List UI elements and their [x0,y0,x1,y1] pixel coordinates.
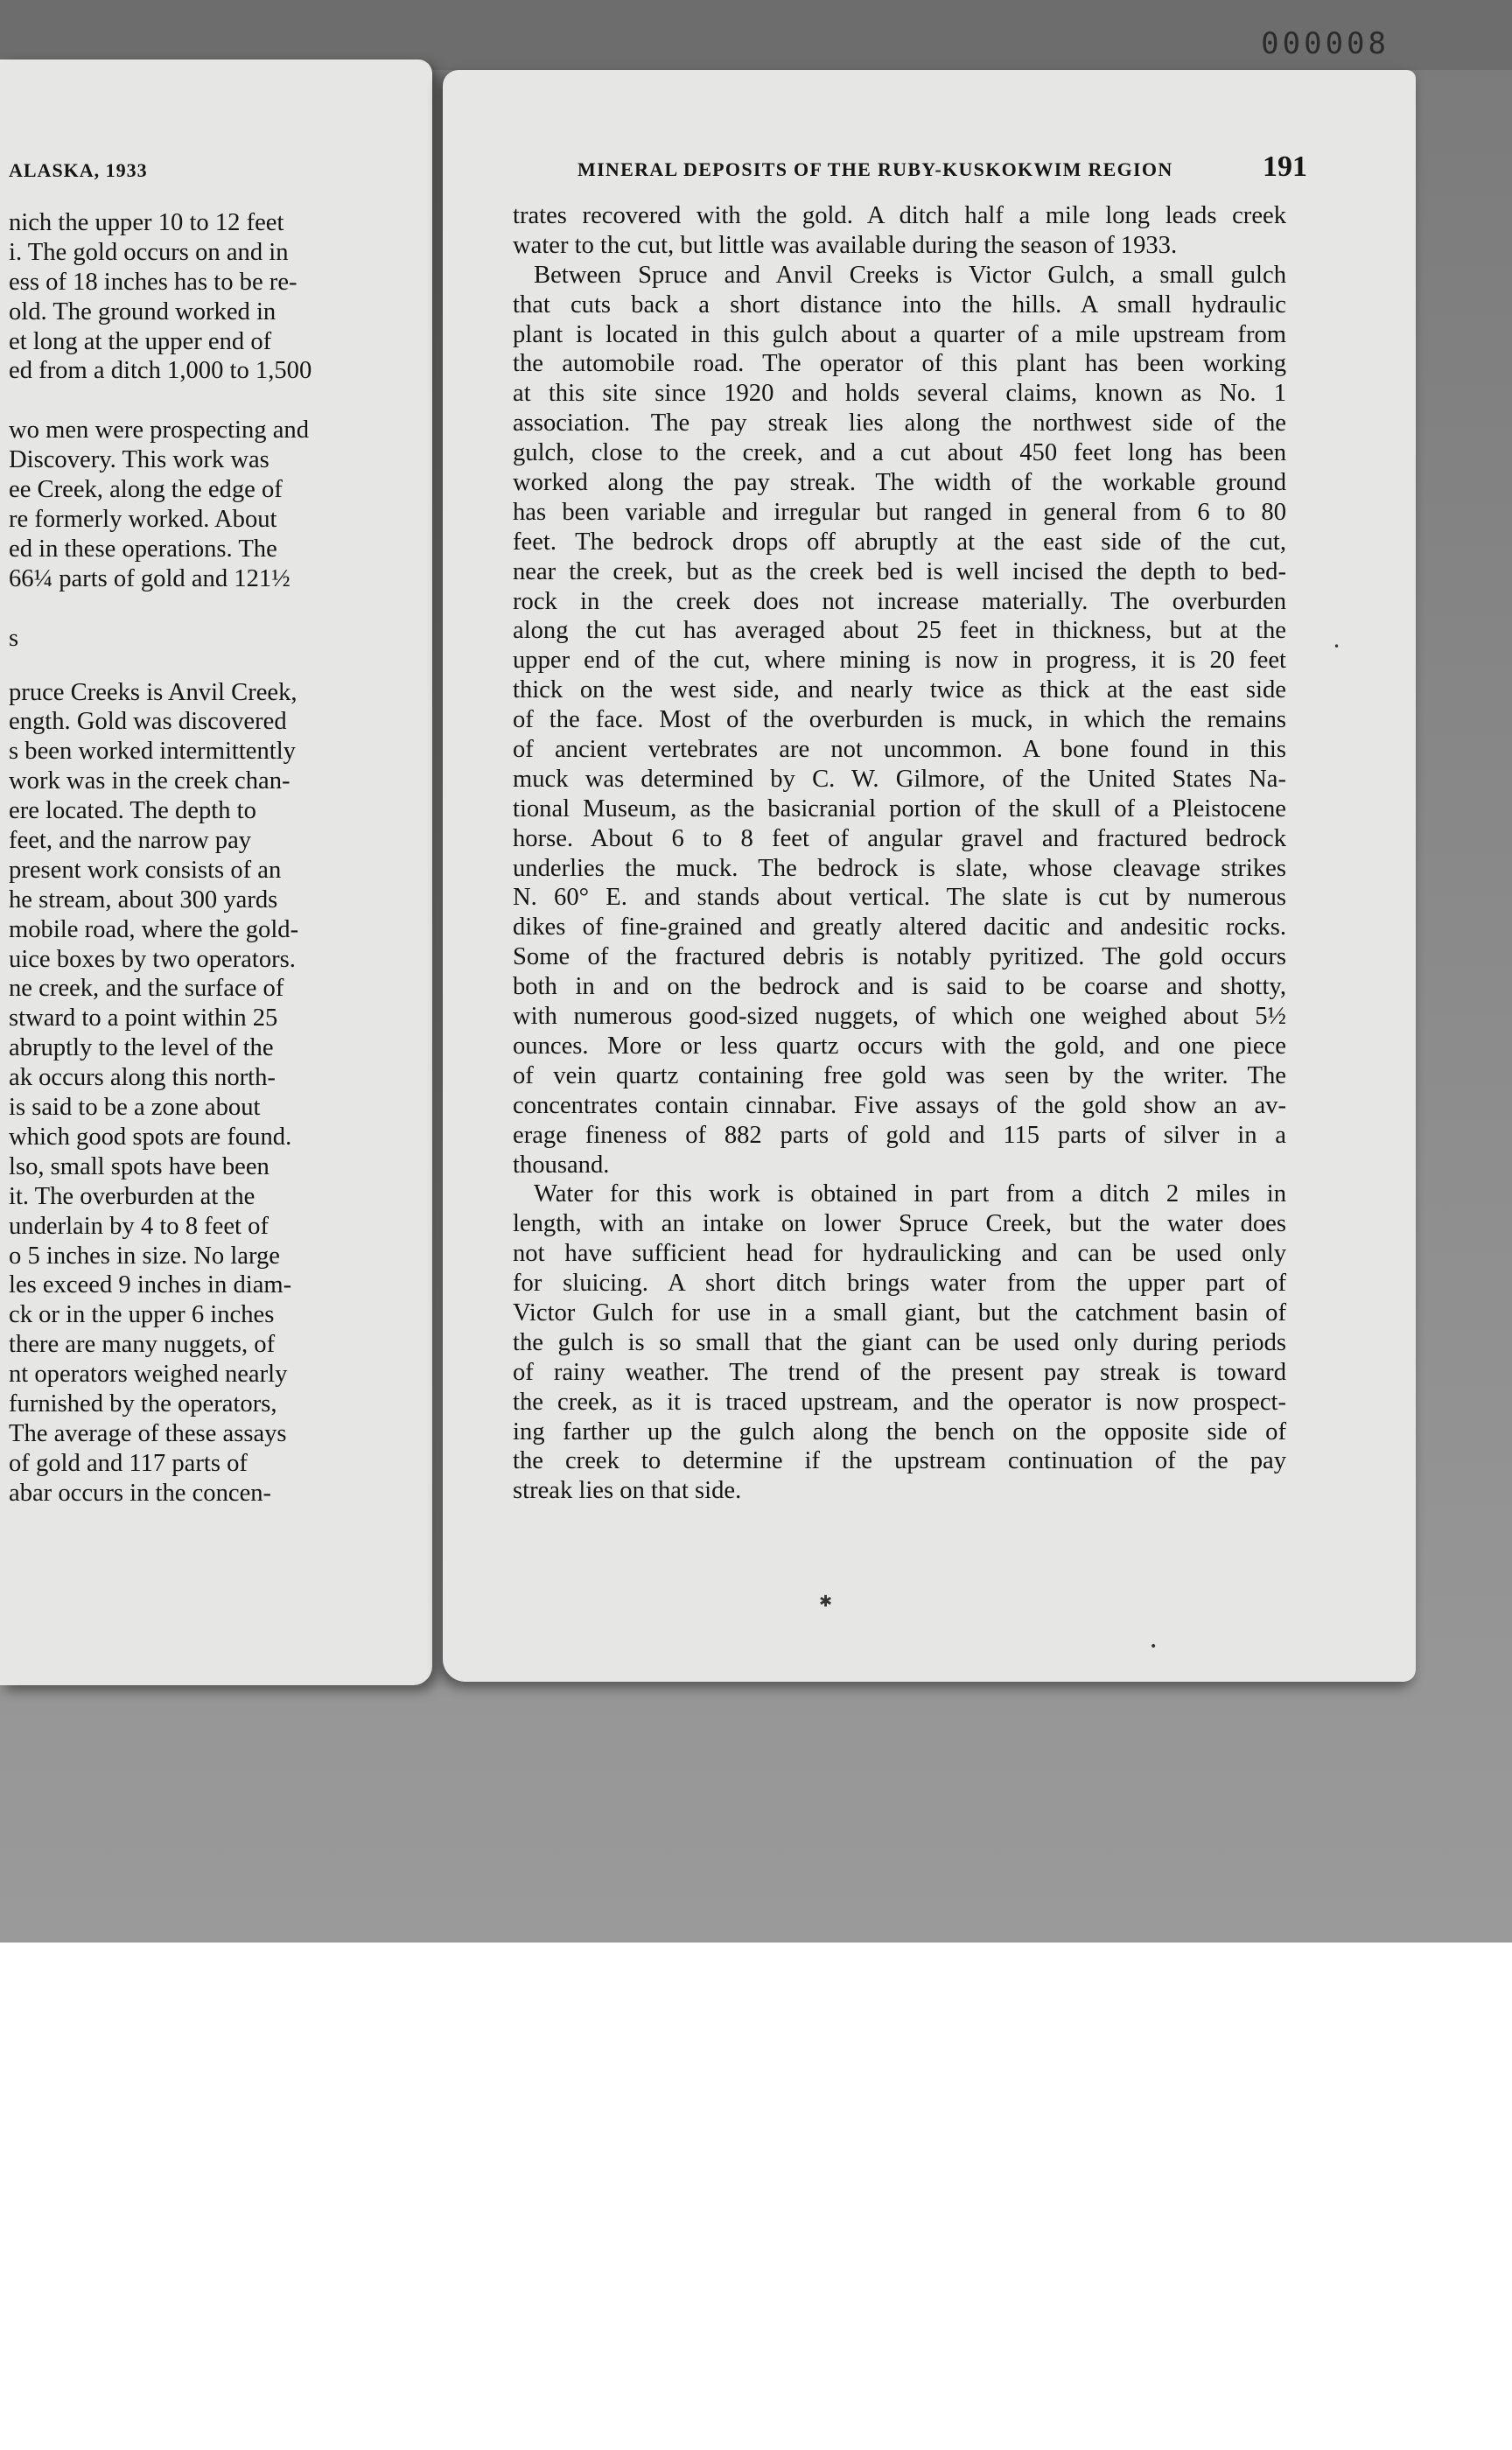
text-line: lso, small spots have been [9,1152,270,1180]
text-line: near the creek, but as the creek bed is well incised the depth to bed- [513,557,1286,585]
left-paragraph-3 [9,624,352,654]
paragraph-gap [9,386,352,416]
text-line: s [9,624,19,652]
text-line: o 5 inches in size. No large [9,1242,280,1270]
text-line: association. The pay streak lies along the northwest side of the [513,410,1286,438]
text-line: ee Creek, along the edge of [9,476,283,504]
ink-speck: ✱ [819,1592,833,1611]
text-line: of rainy weather. The trend of the present pay streak is toward [513,1358,1286,1386]
text-line: underlies the muck. The bedrock is slate, whose cleavage strikes [513,854,1286,882]
text-line: work was in the creek chan- [9,767,290,795]
text-line: concentrates contain cinnabar. Five assays of the gold show an av- [513,1091,1286,1119]
right-page [443,70,1416,1682]
text-line: ed in these operations. The [9,535,277,563]
text-line: the gulch is so small that the giant can be used only during periods [513,1328,1286,1356]
text-line: mobile road, where the gold- [9,915,299,943]
left-running-head: ALASKA, 1933 [9,159,148,181]
text-line: he stream, about 300 yards [9,886,278,914]
page-number: 191 [1263,150,1307,183]
text-line: the creek to determine if the upstream continuation of the pay [513,1447,1286,1475]
text-line: thick on the west side, and nearly twice as thick at the east side [513,676,1286,704]
text-line: ne creek, and the surface of [9,975,284,1003]
text-line: Victor Gulch for use in a small giant, but the catchment basin of [513,1298,1286,1326]
text-line: thousand. [513,1151,610,1179]
text-line: water to the cut, but little was available during the season of 1933. [513,231,1178,259]
text-line: of the face. Most of the overburden is muck, in which the remains [513,706,1286,734]
text-line: ak occurs along this north- [9,1064,276,1092]
text-line: ength. Gold was discovered [9,708,287,736]
text-line: at this site since 1920 and holds several claims, known as No. 1 [513,380,1286,408]
text-line: abar occurs in the concen- [9,1479,272,1507]
text-line: feet. The bedrock drops off abruptly at the east side of the cut, [513,528,1286,556]
text-line: horse. About 6 to 8 feet of angular gravel and fractured bedrock [513,824,1286,852]
text-line: has been variable and irregular but ranged in general from 6 to 80 [513,498,1286,526]
text-line: uice boxes by two operators. [9,945,296,973]
text-line: of vein quartz containing free gold was seen by the writer. The [513,1061,1286,1089]
text-line: re formerly worked. About [9,506,277,534]
text-line: ere located. The depth to [9,797,256,825]
ink-dot: • [1334,640,1340,653]
document-stamp-number: 000008 [1261,26,1390,61]
text-line: not have sufficient head for hydraulicking and can be used only [513,1240,1286,1268]
text-line: both in and on the bedrock and is said to be coarse and shotty, [513,973,1286,1001]
text-line: ess of 18 inches has to be re- [9,268,298,296]
text-line: ed from a ditch 1,000 to 1,500 [9,357,312,385]
right-text-block [513,201,1286,1506]
left-text-block [9,208,352,1508]
text-line: Discovery. This work was [9,446,270,474]
text-line: i. The gold occurs on and in [9,238,289,266]
text-line: abruptly to the level of the [9,1034,274,1062]
right-paragraph-2 [513,261,1286,1180]
text-line: nt operators weighed nearly [9,1361,288,1389]
text-line: s been worked intermittently [9,738,296,766]
text-line: ing farther up the gulch along the bench on the opposite side of [513,1418,1286,1446]
text-line: that cuts back a short distance into the hills. A small hydraulic [513,290,1286,318]
text-line: which good spots are found. [9,1123,292,1151]
text-line: gulch, close to the creek, and a cut about 450 feet long has been [513,439,1286,467]
text-line: erage fineness of 882 parts of gold and 115 parts of silver in a [513,1121,1286,1149]
text-line: it. The overburden at the [9,1182,256,1210]
text-line: present work consists of an [9,856,282,884]
text-line: furnished by the operators, [9,1390,277,1418]
text-line: pruce Creeks is Anvil Creek, [9,678,298,706]
text-line: upper end of the cut, where mining is now in progress, it is 20 feet [513,647,1286,675]
text-line: Between Spruce and Anvil Creeks is Victor Gulch, a small gulch [534,261,1286,289]
text-line: wo men were prospecting and [9,416,310,444]
text-line: with numerous good-sized nuggets, of which one weighed about 5½ [513,1003,1286,1031]
right-running-head: MINERAL DEPOSITS OF THE RUBY-KUSKOKWIM REGION [578,158,1173,180]
ink-dot: • [1150,1640,1158,1654]
text-line: et long at the upper end of [9,327,272,355]
text-line: worked along the pay streak. The width of the workable ground [513,469,1286,497]
text-line: Water for this work is obtained in part from a ditch 2 miles in [534,1180,1286,1208]
right-paragraph-3 [513,1180,1286,1506]
paragraph-gap [9,594,352,624]
text-line: trates recovered with the gold. A ditch half a mile long leads creek [513,202,1286,229]
text-line: old. The ground worked in [9,298,276,326]
text-line: along the cut has averaged about 25 feet in thickness, but at the [513,617,1286,645]
text-line: the automobile road. The operator of this plant has been working [513,350,1286,378]
text-line: the creek, as it is traced upstream, and the operator is now prospect- [513,1388,1286,1416]
text-line: ounces. More or less quartz occurs with the gold, and one piece [513,1032,1286,1060]
text-line: les exceed 9 inches in diam- [9,1271,292,1299]
text-line: of ancient vertebrates are not uncommon. A bone found in this [513,736,1286,764]
right-paragraph-1 [513,201,1286,261]
left-paragraph-4 [9,678,352,1508]
left-paragraph-1 [9,208,352,386]
text-line: dikes of fine-grained and greatly altered dacitic and andesitic rocks. [513,914,1286,942]
text-line: underlain by 4 to 8 feet of [9,1212,269,1240]
text-line: there are many nuggets, of [9,1331,276,1359]
text-line: ck or in the upper 6 inches [9,1301,275,1329]
left-paragraph-2 [9,416,352,593]
text-line: stward to a point within 25 [9,1004,278,1032]
text-line: 66¼ parts of gold and 121½ [9,564,290,592]
text-line: tional Museum, as the basicranial portion of the skull of a Pleistocene [513,794,1286,822]
text-line: length, with an intake on lower Spruce Creek, but the water does [513,1210,1286,1238]
text-line: muck was determined by C. W. Gilmore, of the United States Na- [513,765,1286,793]
text-line: is said to be a zone about [9,1094,261,1122]
text-line: nich the upper 10 to 12 feet [9,209,284,236]
text-line: for sluicing. A short ditch brings water from the upper part of [513,1270,1286,1298]
text-line: N. 60° E. and stands about vertical. The slate is cut by numerous [513,884,1286,912]
text-line: rock in the creek does not increase materially. The overburden [513,587,1286,615]
left-page [0,60,432,1685]
text-line: of gold and 117 parts of [9,1449,248,1477]
text-line: streak lies on that side. [513,1477,742,1505]
paragraph-gap [9,654,352,678]
text-line: The average of these assays [9,1419,287,1447]
text-line: feet, and the narrow pay [9,827,252,855]
text-line: plant is located in this gulch about a quarter of a mile upstream from [513,320,1286,348]
text-line: Some of the fractured debris is notably pyritized. The gold occurs [513,943,1286,971]
